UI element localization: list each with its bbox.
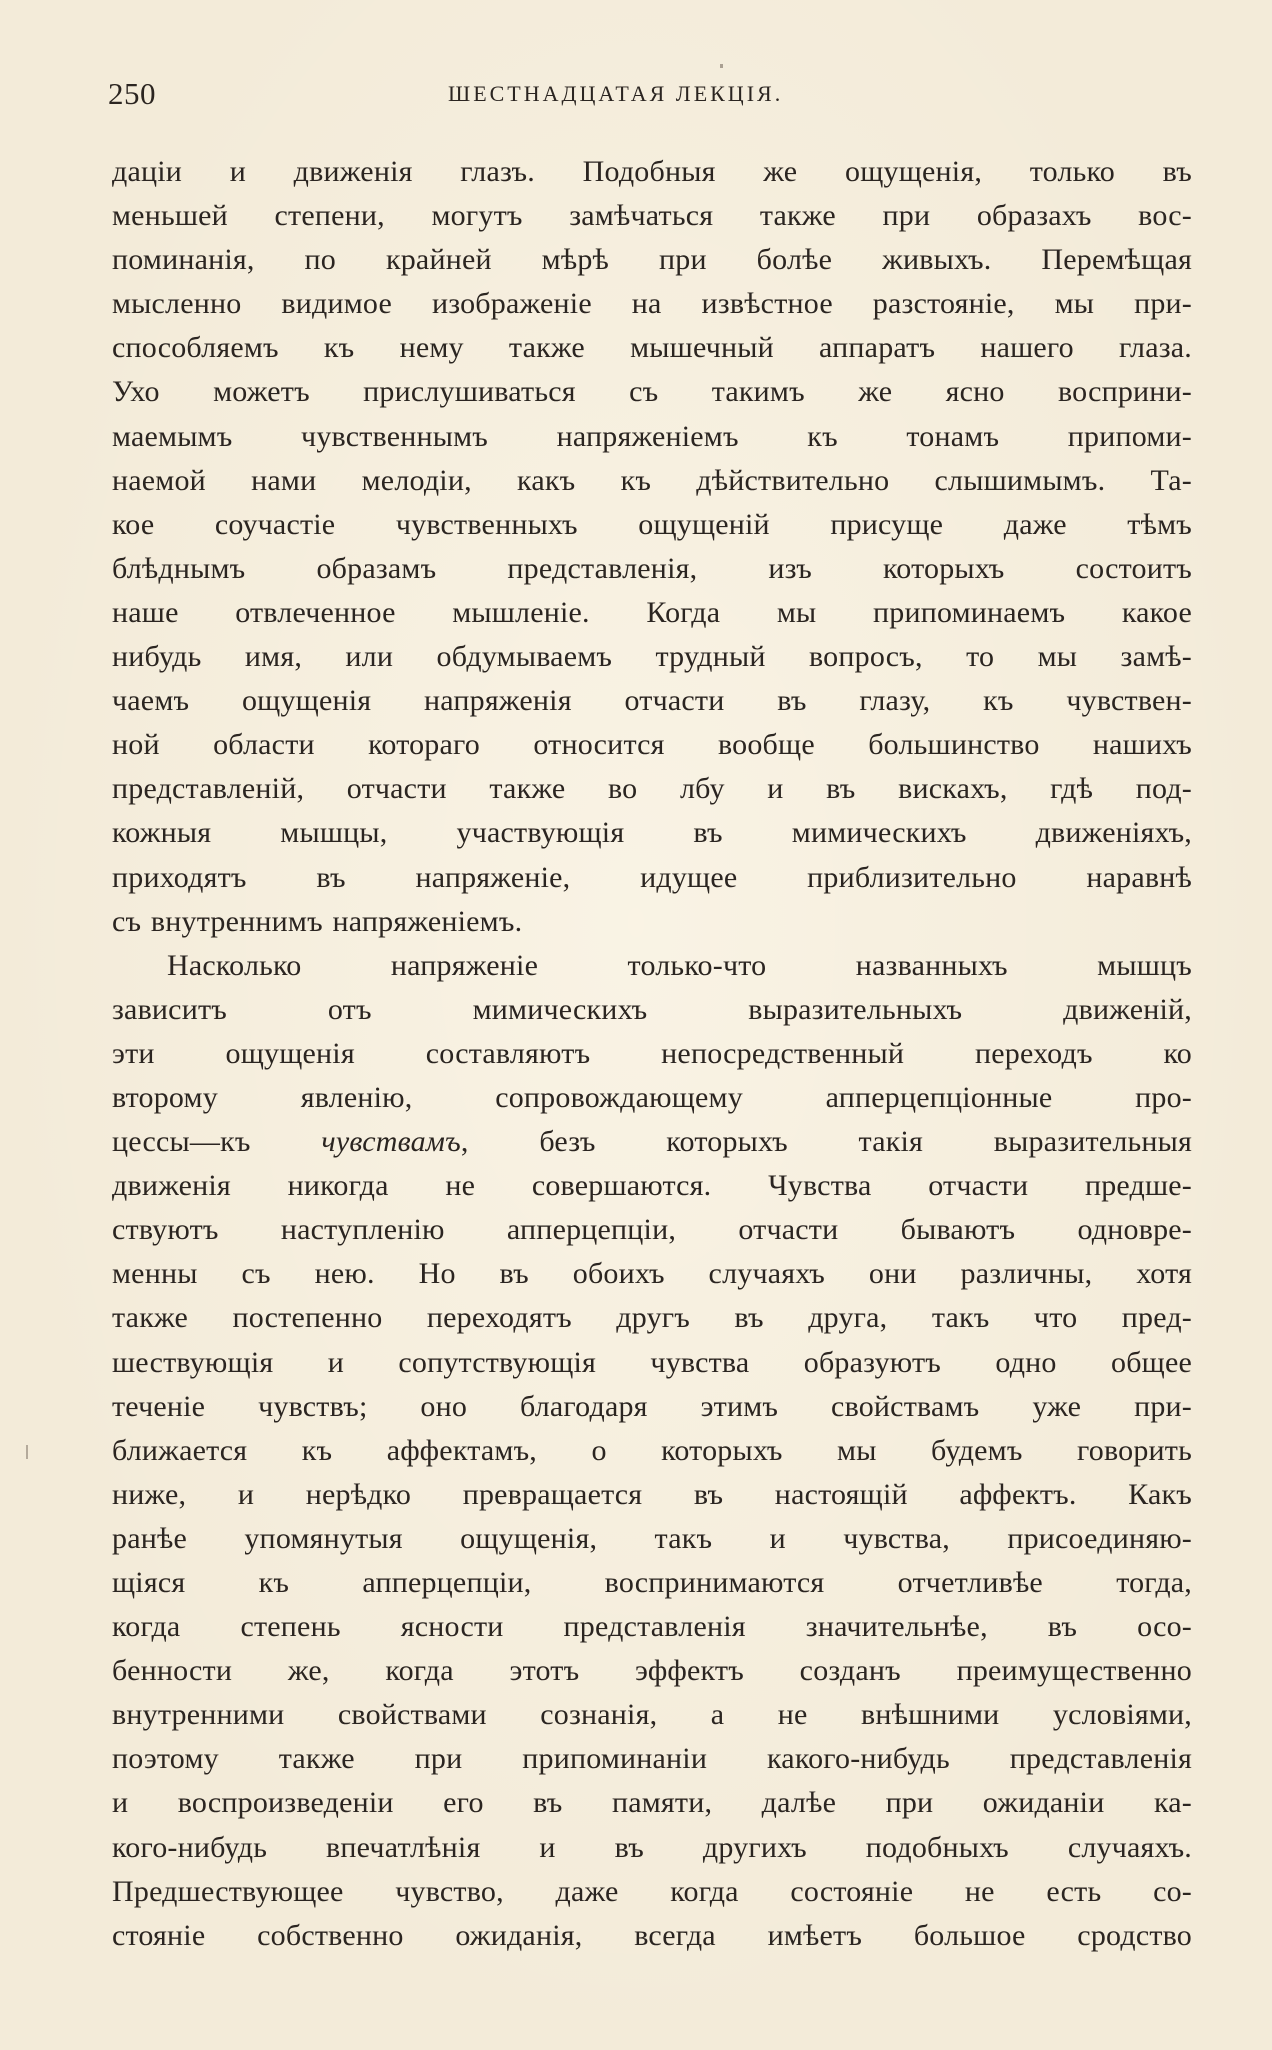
text-line: стояніе собственно ожиданія, всегда имѣетъ большое сродство [112, 1918, 1192, 1952]
text-line: эти ощущенія составляютъ непосредственный переходъ ко [112, 1036, 1192, 1070]
text-line: ной области котораго относится вообще большинство нашихъ [112, 728, 1192, 762]
text-line: наемой нами мелодіи, какъ къ дѣйствительно слышимымъ. Та- [112, 463, 1192, 497]
text-line: представленій, отчасти также во лбу и въ вискахъ, гдѣ под- [112, 772, 1192, 806]
text-line: даціи и движенія глазъ. Подобныя же ощущенія, только въ [112, 155, 1192, 188]
text-line: Насколько напряженіе только-что названныхъ мышцъ [167, 948, 1192, 982]
text-line: ранѣе упомянутыя ощущенія, такъ и чувства, присоединяю- [112, 1521, 1192, 1555]
text-line: второму явленію, сопровождающему апперцепціонные про- [112, 1080, 1192, 1114]
text-segment: цессы—къ [112, 1125, 322, 1159]
text-line: когда степень ясности представленія значительнѣе, въ осо- [112, 1610, 1192, 1644]
emphasized-word: чувствамъ [321, 1125, 461, 1159]
chapter-title: ШЕСТНАДЦАТАЯ ЛЕКЦІЯ. [448, 81, 784, 106]
text-line: Предшествующее чувство, даже когда состояніе не есть со- [112, 1874, 1192, 1908]
text-line: маемымъ чувственнымъ напряженіемъ къ тонамъ припоми- [112, 419, 1192, 453]
text-line: движенія никогда не совершаются. Чувства отчасти предше- [112, 1169, 1192, 1203]
text-line: съ внутреннимъ напряженіемъ. [112, 904, 523, 938]
print-speck [720, 64, 723, 68]
text-line: ствуютъ наступленію апперцепціи, отчасти бываютъ одновре- [112, 1213, 1192, 1247]
text-line: щіяся къ апперцепціи, воспринимаются отчетливѣе тогда, [112, 1566, 1192, 1599]
text-line: Ухо можетъ прислушиваться съ такимъ же ясно восприни- [112, 375, 1192, 409]
text-line: поэтому также при припоминаніи какого-нибудь представленія [112, 1742, 1192, 1776]
text-line: меньшей степени, могутъ замѣчаться также при образахъ вос- [112, 199, 1192, 233]
text-line: поминанія, по крайней мѣрѣ при болѣе живыхъ. Перемѣщая [112, 243, 1192, 277]
text-line: также постепенно переходятъ другъ въ друга, такъ что пред- [112, 1301, 1192, 1335]
body-text [112, 150, 1192, 1958]
running-head [108, 76, 1188, 116]
text-line: и воспроизведеніи его въ памяти, далѣе при ожиданіи ка- [112, 1786, 1192, 1820]
text-line: теченіе чувствъ; оно благодаря этимъ свойствамъ уже при- [112, 1389, 1192, 1423]
text-line: приходятъ въ напряженіе, идущее приблизительно наравнѣ [112, 860, 1192, 894]
text-line: бенности же, когда этотъ эффектъ созданъ преимущественно [112, 1654, 1192, 1688]
page-number: 250 [108, 76, 156, 111]
text-line: способляемъ къ нему также мышечный аппаратъ нашего глаза. [112, 331, 1192, 365]
text-line: нибудь имя, или обдумываемъ трудный вопросъ, то мы замѣ- [112, 640, 1192, 674]
text-line: внутренними свойствами сознанія, а не внѣшними условіями, [112, 1698, 1192, 1732]
text-line: ниже, и нерѣдко превращается въ настоящій аффектъ. Какъ [112, 1477, 1192, 1511]
text-line: кого-нибудь впечатлѣнія и въ другихъ подобныхъ случаяхъ. [112, 1830, 1192, 1864]
margin-mark [26, 1445, 28, 1459]
text-line: ближается къ аффектамъ, о которыхъ мы будемъ говорить [112, 1433, 1192, 1467]
text-line [112, 1120, 1192, 1164]
text-line: блѣднымъ образамъ представленія, изъ которыхъ состоитъ [112, 551, 1192, 585]
text-line: шествующія и сопутствующія чувства образуютъ одно общее [112, 1345, 1192, 1379]
text-line: менны съ нею. Но въ обоихъ случаяхъ они различны, хотя [112, 1257, 1192, 1291]
text-line: кожныя мышцы, участвующія въ мимическихъ движеніяхъ, [112, 816, 1192, 850]
text-line: зависитъ отъ мимическихъ выразительныхъ движеній, [112, 992, 1192, 1026]
text-line: кое соучастіе чувственныхъ ощущеній присуще даже тѣмъ [112, 507, 1192, 541]
text-line: мысленно видимое изображеніе на извѣстное разстояніе, мы при- [112, 287, 1192, 321]
text-segment: , безъ которыхъ такія выразительныя [460, 1125, 1192, 1159]
text-line: наше отвлеченное мышленіе. Когда мы припоминаемъ какое [112, 595, 1192, 629]
text-line: чаемъ ощущенія напряженія отчасти въ глазу, къ чувствен- [112, 684, 1192, 718]
